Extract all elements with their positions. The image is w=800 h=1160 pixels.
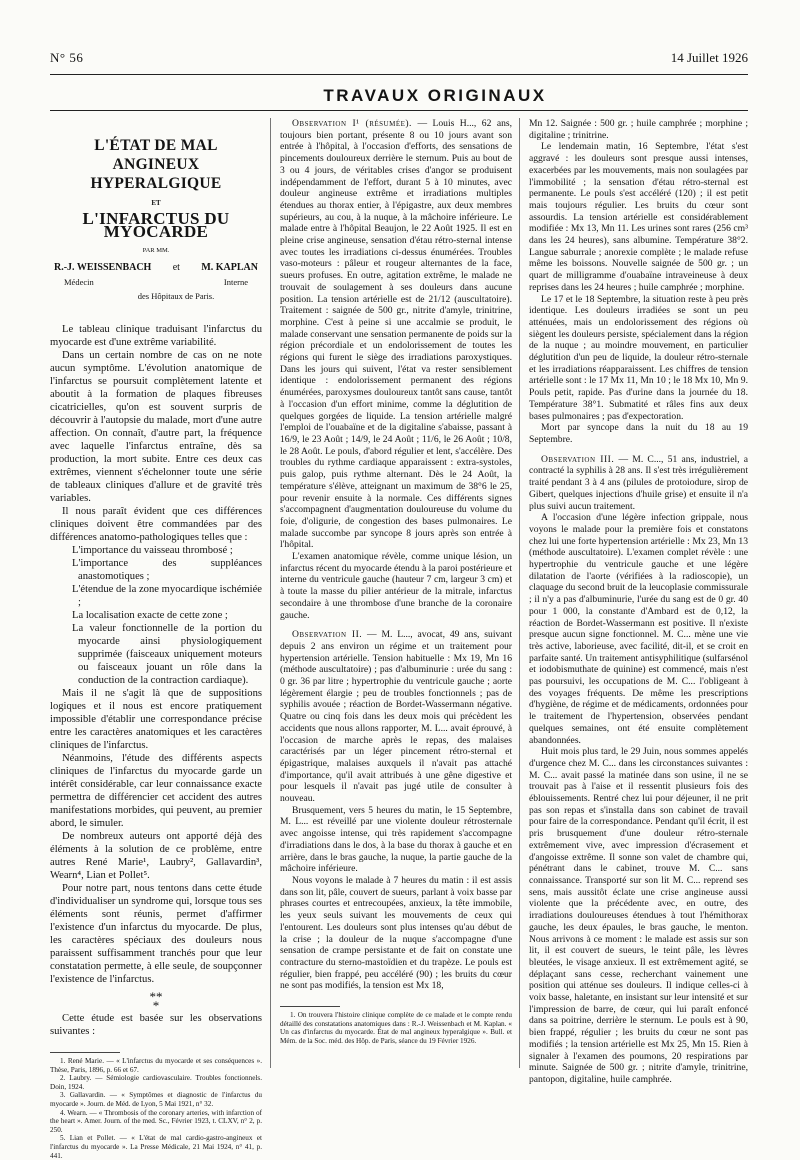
column-divider <box>519 118 520 1068</box>
paragraph: Pour notre part, nous tentons dans cette étude d'individualiser un syndrome qui, lorsque tous ses éléments sont réunis, permet d'affirmer l'existence d'un infarctus du myocarde. De plus, les caractères spéciaux des douleurs nous paraissent suffisamment tranchés pour que leur constatation permette, à elle seule, de soupçonner l'existence de l'infarctus. <box>50 883 262 985</box>
paragraph: Brusquement, vers 5 heures du matin, le 15 Septembre, M. L... est réveillé par une violente douleur rétrosternale avec angoisse intense, qui très rapidement s'accompagne d'irradiations dans le dos, à la base du thorax à gauche et en arrière, dans le bras gauche, la nuque, la partie gauche de la mâchoire inférieure. <box>280 804 512 875</box>
footnote: 4. Wearn. — « Thrombosis of the coronary arteries, with infarction of the heart ». Amer. Journ. of the med. Sc., Février 1923, t. CLXV, n° 2, p. 250. <box>50 1108 262 1134</box>
footnote: 3. Gallavardin. — « Symptômes et diagnostic de l'infarctus du myocarde ». Journ. de Méd. de Lyon, 5 Mai 1921, n° 32. <box>50 1091 262 1108</box>
list-item: La valeur fonctionnelle de la portion du myocarde ainsi physiologiquement supprimée (faisceaux uniquement moteurs ou faisceaux jouant un rôle dans la conduction de la contraction cardiaque). <box>72 623 262 686</box>
article-title-line2: L'INFARCTUS DU MYOCARDE <box>82 209 230 241</box>
observation-3 <box>529 454 748 513</box>
footnote: 2. Laubry. — Sémiologie cardiovasculaire. Troubles fonctionnels. Doin, 1924. <box>50 1074 262 1091</box>
observation-label: Observation I¹ (résumée). <box>292 118 412 129</box>
paragraph: L'examen anatomique révèle, comme unique lésion, un infarctus récent du myocarde étendu à la paroi postérieure et interne du ventricule gauche (hauteur 7 cm, largeur 3 cm) et à toute la masse du pilier antérieur de la mitrale, infarctus secondaire à une thrombose d'une branche de la coronaire gauche. <box>280 551 513 621</box>
paragraph: De nombreux auteurs ont apporté déjà des éléments à la solution de ce problème, entre autres René Marie¹, Laubry², Gallavardin³, Wearn⁴, Lian et Pollet⁵. <box>50 831 262 881</box>
footnote: 1. René Marie. — « L'infarctus du myocarde et ses conséquences ». Thèse, Paris, 1896, p. 66 et 67. <box>50 1057 262 1074</box>
observation-text: — M. L..., avocat, 49 ans, suivant depuis 2 ans environ un régime et un traitement pour hypertension artérielle. Tension habituelle : Mx 19, Mn 16 (méthode auscultatoire) ; pas d'albuminurie : urée du sang : 0 gr. 36 par litre ; hypertrophie du ventricule gauche ; aorte légèrement élargie ; peu de troubles fonctionnels ; pas de syphilis avouée ; réaction de Bordet-Wassermann négative. Quatre ou cinq fois dans les deux mois qui précèdent les accidents que nous allons rapporter, M. L... avait éprouvé, à l'occasion de marche après le repas, des malaises caractérisés par un léger pincement rétro-sternal et épigastrique, malaises auxquels il n'avait pas attaché d'importance, qu'il avait attribués à une gêne digestive et pour lesquels il n'avait pas jugé utile de consulter à nouveau. <box>280 629 513 805</box>
paragraph: Le tableau clinique traduisant l'infarctus du myocarde est d'une extrême variabilité. <box>50 324 262 348</box>
article-title-line1: L'ÉTAT DE MAL ANGINEUX HYPERALGIQUE <box>90 137 222 192</box>
paragraph: Mais il ne s'agit là que de suppositions logiques et il nous est encore pratiquement impossible d'établir une correspondance précise entre les caractères anatomiques et les caractères cliniques de l'infarctus. <box>50 688 262 751</box>
paragraph: A l'occasion d'une légère infection grippale, nous voyons le malade pour la première fois et constatons chez lui une forte hypertension artérielle : Mx 23, Mn 13 (méthode auscultatoire). L'examen complet révèle : une hypertrophie du ventricule gauche et une légère dilatation de l'aorte (vérifiées à la radioscopie), un claquage du second bruit de la leucoplasie commissurale ; il n'y a pas d'albuminurie, l'urée du sang est de 0 gr. 40 pour 1 000, la constante d'Ambard est de 0,12, la réaction de Bordet-Wassermann est positive. Il n'existe presque aucun signe fonctionnel. M. C... mène une vie très active, laborieuse, avec facilité, dit-il, et se croit en parfaite santé. Un traitement antisyphilitique (sulfarsénol et iodobismuthate de quinine) est commencé, mais n'est pas poursuivi, les occupations de M. C... l'obligeant à des voyages fréquents. De même les prescriptions d'hygiène, de régime et de médicaments, ordonnées pour le traitement de l'hypertension, observées pendant quelques semaines, ont été ensuite complètement abandonnées. <box>529 512 748 746</box>
column-1 <box>50 118 262 1160</box>
list-item: L'étendue de la zone myocardique ischémiée ; <box>72 584 262 608</box>
paragraph: Huit mois plus tard, le 29 Juin, nous sommes appelés d'urgence chez M. C... dans les circonstances suivantes : M. C... avait passé la matinée dans son usine, il ne se trouvait pas à l'aise et il ressentit plusieurs fois des éblouissements. Rentré chez lui pour déjeuner, il ne prit pas son repas et s'installa dans son cabinet de travail pour faire de la correspondance. Pendant qu'il écrit, il est pris brusquement d'une douleur rétro-sternale extrêmement vive, avec impression d'écrasement et d'angoisse extrême. Il sonne son valet de chambre qui, pénétrant dans le cabinet, trouve M. C... sans connaissance. Transporté sur son lit M. C... reprend ses sens, mais aussitôt éclate une crise angineuse aussi violente que la précédente avec, en outre, des irradiations douloureuses étendues à tout l'hémithorax gauche, les deux épaules, le bras gauche, le menton. Nous arrivons à ce moment : le malade est assis sur son lit, il est couvert de sueurs, le teint pâle, les lèvres bleutées, le visage anxieux. Il est extrêmement agité, se déplaçant sans cesse, recherchant vainement une position qui atténue ses douleurs. Il indique celles-ci à voix basse, haletante, en insistant sur leur intensité et sur l'impression de barre, de cœur, qui lui paraît enfoncé dans sa poitrine, derrière le sternum. Le pouls est à 90, bien frappé, régulier ; les bruits du cœur ne sont pas modifiés ; la tension artérielle est Mx 25, Mn 15. Rien à signaler à l'examen des poumons, 20 respirations par minute. Saignée de 500 gr. ; nitrite d'amyle, trinitrine, pantopon, digitaline, huile camphrée. <box>529 746 748 1085</box>
issue-date: 14 Juillet 1926 <box>670 50 748 65</box>
footnote: 1. On trouvera l'histoire clinique complète de ce malade et le compte rendu détaillé des constatations anatomiques dans : R.-J. Weissenbach et M. Kaplan. « Un cas d'infarctus du myocarde. État de mal angineux hyperalgique ». Bull. et Mém. de la Soc. méd. des Hôp. de Paris, séance du 19 Février 1926. <box>280 1011 512 1045</box>
column-2 <box>280 118 512 1045</box>
paragraph: Dans un certain nombre de cas on ne note aucun symptôme. L'évolution anatomique de l'infarctus se poursuit complètement latente et aboutit à la formation de plaques fibreuses cicatricielles, qu'on est souvent surpris de découvrir à l'autopsie du malade, mort d'une autre affection. On connaît, d'autre part, la fréquence avec laquelle l'infarctus entraîne, dès sa production, la mort subite. Entre ces deux cas extrêmes, viennent s'échelonner toute une série de tableaux cliniques d'allure et de gravité très variables. <box>50 350 262 504</box>
observation-text: — Louis H..., 62 ans, toujours bien portant, présente 8 ou 10 jours avant son entrée à l'hôpital, à l'occasion d'efforts, des sensations de pincements douloureux derrière le sternum. Puis au bout de 3 ou 4 jours, de véritables crises d'angor se produisent indépendamment de l'effort, durant 5 à 10 minutes, avec douleur angineuse extrême et irradiations multiples étendues au thorax entier, à l'épigastre, aux deux membres supérieurs, au cou, à la nuque, à la mâchoire inférieure. Le malade entre à l'hôpital Beaujon, le 22 Août 1925. Il est en pleine crise angineuse, sensation d'étau rétro-sternal intense avec toutes les irradiations ci-dessus énumérées. Troubles vaso-moteurs : pâleur et rougeur alternantes de la face, sueurs profuses. En outre, agitation extrême, le malade ne trouvait de soulagement à ses douleurs dans aucune position. La tension artérielle est de 21/12 (auscultatoire). Traitement : saignée de 500 gr., nitrite d'amyle, trinitrine, morphine. C'est à peine si une accalmie se produit, le malade conservant une sensation permanente de poids sur la région précordiale et un endolorissement de toutes les régions qui furent le siège des irradiations paroxystiques. Dans les jours qui suivent, l'état va rester sensiblement identique : endolorissement permanent des régions énumérées, paroxysmes douloureux tantôt sans cause, tantôt à l'occasion d'un effort minime, comme la déglutition de quelques gorgées de liquide. La tension artérielle malgré l'emploi de l'ouabaïne et de la digitaline s'abaisse, passant à 16/9, le 23 Août ; 14/9, le 24 Août ; 11/6, le 26 Août ; 10/8, le 28 Août. Le pouls, d'abord régulier et lent, s'accélère. Des troubles du rythme cardiaque apparaissent : extra-systoles, puis galop, puis rythme alternant. Dès le 24 Août, la température s'élève, atteignant un maximum de 38°6 le 25, pour revenir ensuite à la normale. Ces différents signes s'accompagnent d'augmentation douloureuse du volume du foie, d'oligurie, de congestion des bases pulmonaires. Le malade succombe par syncope 8 jours après son entrée à l'hôpital. <box>280 118 513 551</box>
paragraph: Il nous paraît évident que ces différences cliniques doivent être commandées par des différences anatomo-pathologiques telles que : <box>50 506 262 543</box>
observation-text: — M. C..., 51 ans, industriel, a contracté la syphilis à 28 ans. Il s'est très irrégulièrement traité pendant 3 à 4 ans (pilules de protoiodure, sirop de Gibert, quelques injections d'huile grise) et ensuite il n'a plus suivi aucun traitement. <box>529 453 748 512</box>
title-rule <box>50 110 748 111</box>
issue-number: N° 56 <box>50 50 84 65</box>
footnote-rule <box>50 1052 120 1053</box>
article-title-conjunction: ET <box>151 199 161 207</box>
list-item: L'importance des suppléances anastomotiques ; <box>72 558 262 582</box>
paragraph: Cette étude est basée sur les observations suivantes : <box>50 1013 262 1037</box>
paragraph: Nous voyons le malade à 7 heures du matin : il est assis dans son lit, pâle, couvert de sueurs, parlant à voix basse par phrases courtes et entrecoupées, anxieux, la tête immobile, les yeux seuls suivant les mouvements de ceux qui l'entourent. Les douleurs sont plus intenses qu'au début de la crise ; la douleur de la nuque s'accompagne d'une sensation de crampe persistante et de fait on constate une contracture du sterno-mastoïdien et du trapèze. Le pouls est régulier, bien frappé, peu accéléré (90) ; les bruits du cœur ne sont pas modifiés, la tension est Mx 18, <box>280 875 512 992</box>
observation-2 <box>280 629 512 805</box>
paragraph: Le 17 et le 18 Septembre, la situation reste à peu près identique. Les douleurs irradiées se sont un peu atténuées, mais un endolorissement des régions où siègent les douleurs persiste, spécialement dans la région de la nuque ; au moindre mouvement, en particulier déglutition d'un peu de liquide, la douleur rétro-sternale et les irradiations réapparaissent. Les chiffres de tension artérielle sont : le 17 Mx 11, Mn 10 ; le 18 Mx 10, Mn 9. Pouls petit, rapide. Pas d'urine dans la journée du 18. Température 38°1. Submatité et râles fins aux deux bases pulmonaires ; pas d'expectoration. <box>529 293 748 422</box>
section-title: TRAVAUX ORIGINAUX <box>323 86 547 105</box>
role-interne: Interne <box>223 277 248 287</box>
author-roles <box>64 276 248 289</box>
author-conjunction: et <box>172 262 180 273</box>
page-header <box>50 50 748 72</box>
authors <box>54 261 258 274</box>
differences-list <box>72 544 262 687</box>
section-separator: ** * <box>149 989 163 1013</box>
byline-intro: PAR MM. <box>142 247 170 254</box>
role-hopitaux: des Hôpitaux de Paris. <box>137 291 215 301</box>
observation-label: Observation III. <box>541 453 615 465</box>
header-rule <box>50 74 748 75</box>
author-kaplan: M. KAPLAN <box>201 262 258 273</box>
column-3 <box>529 118 748 1086</box>
article-title <box>50 136 262 241</box>
paragraph: Mn 12. Saignée : 500 gr. ; huile camphrée ; morphine ; digitaline ; trinitrine. <box>529 118 748 141</box>
list-item: La localisation exacte de cette zone ; <box>72 610 228 621</box>
column-divider <box>270 118 271 1068</box>
footnote: 5. Lian et Pollet. — « L'état de mal cardio-gastro-angineux et l'infarctus du myocarde ». La Presse Médicale, 21 Mai 1924, n° 41, p. 441. <box>50 1134 262 1160</box>
role-medecin: Médecin <box>64 277 94 287</box>
list-item: L'importance du vaisseau thrombosé ; <box>72 545 233 556</box>
observation-label: Observation II. <box>292 629 363 641</box>
observation-1 <box>280 118 512 551</box>
footnote-rule <box>280 1006 340 1007</box>
paragraph: Néanmoins, l'étude des différents aspects cliniques de l'infarctus du myocarde garde un intérêt considérable, car leur connaissance exacte permettra de différencier cet accident des autres manifestations morbides, qui peuvent, au premier abord, le simuler. <box>50 753 262 829</box>
paragraph: Mort par syncope dans la nuit du 18 au 19 Septembre. <box>529 422 748 445</box>
paragraph: Le lendemain matin, 16 Septembre, l'état s'est aggravé : les douleurs sont presque aussi intenses, exacerbées par les mouvements, mais non soulagées par l'immobilité ; la sensation d'étau rétro-sternal est permanente. Le pouls s'est accéléré (120) ; il est petit mais toujours régulier. Les bruits du cœur sont assourdis. La tension artérielle est considérablement modifiée : Mx 13, Mn 11. Les urines sont rares (256 cm³ dans les 24 heures), sans albumine. Température 38°2. Langue saburrale ; anorexie complète ; le malade refuse même les boissons. Nouvelle saignée de 500 gr. ; un quart de milligramme d'ouabaïne intraveineuse à deux reprises dans les 24 heures ; huile camphrée ; morphine. <box>529 141 748 293</box>
author-weissenbach: R.-J. WEISSENBACH <box>54 262 152 273</box>
